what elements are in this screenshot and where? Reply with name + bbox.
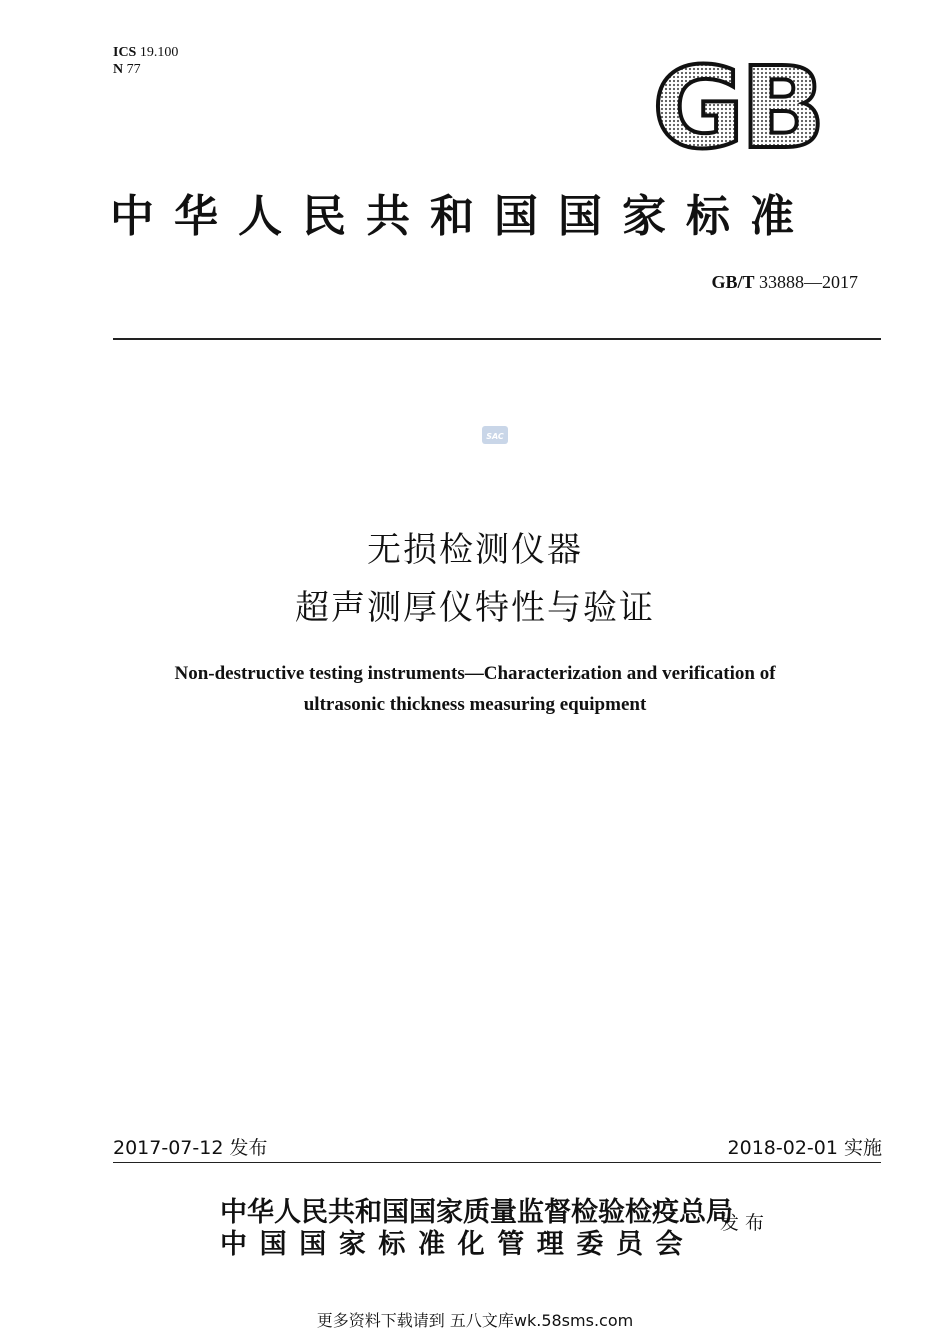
standard-number-value: 33888—2017 bbox=[759, 272, 858, 292]
gb-logo-text: GB bbox=[652, 55, 822, 155]
publish-label: 发布 bbox=[720, 1212, 771, 1234]
ics-code: 19.100 bbox=[139, 45, 179, 60]
header-divider bbox=[113, 338, 881, 340]
national-standard-title: 中华人民共和国国家标准 bbox=[110, 191, 814, 242]
standard-number bbox=[711, 272, 858, 293]
en-title-line2: ultrasonic thickness measuring equipment bbox=[303, 694, 647, 715]
en-title-line1: Non-destructive testing instruments—Characterization and verification of bbox=[174, 663, 776, 684]
ccs-label: N bbox=[113, 62, 124, 77]
sac-watermark bbox=[481, 424, 509, 446]
standard-number-prefix: GB/T bbox=[711, 272, 755, 292]
classification-codes bbox=[113, 44, 178, 78]
footer-divider bbox=[113, 1162, 881, 1163]
cn-title-line2: 超声测厚仪特性与验证 bbox=[295, 588, 655, 628]
issue-date: 2017-07-12 发布 bbox=[113, 1137, 268, 1159]
sac-watermark-text: SAC bbox=[486, 432, 504, 441]
ccs-code: 77 bbox=[126, 62, 141, 77]
download-footer: 更多资料下载请到 五八文库wk.58sms.com bbox=[316, 1311, 634, 1330]
gb-logo bbox=[640, 55, 835, 155]
issuer-line2: 中国国家标准化管理委员会 bbox=[220, 1229, 696, 1260]
issuer-line1: 中华人民共和国国家质量监督检验检疫总局 bbox=[220, 1197, 733, 1228]
implementation-date: 2018-02-01 实施 bbox=[727, 1137, 882, 1159]
cn-title-line1: 无损检测仪器 bbox=[367, 530, 583, 570]
ics-label: ICS bbox=[113, 45, 137, 60]
